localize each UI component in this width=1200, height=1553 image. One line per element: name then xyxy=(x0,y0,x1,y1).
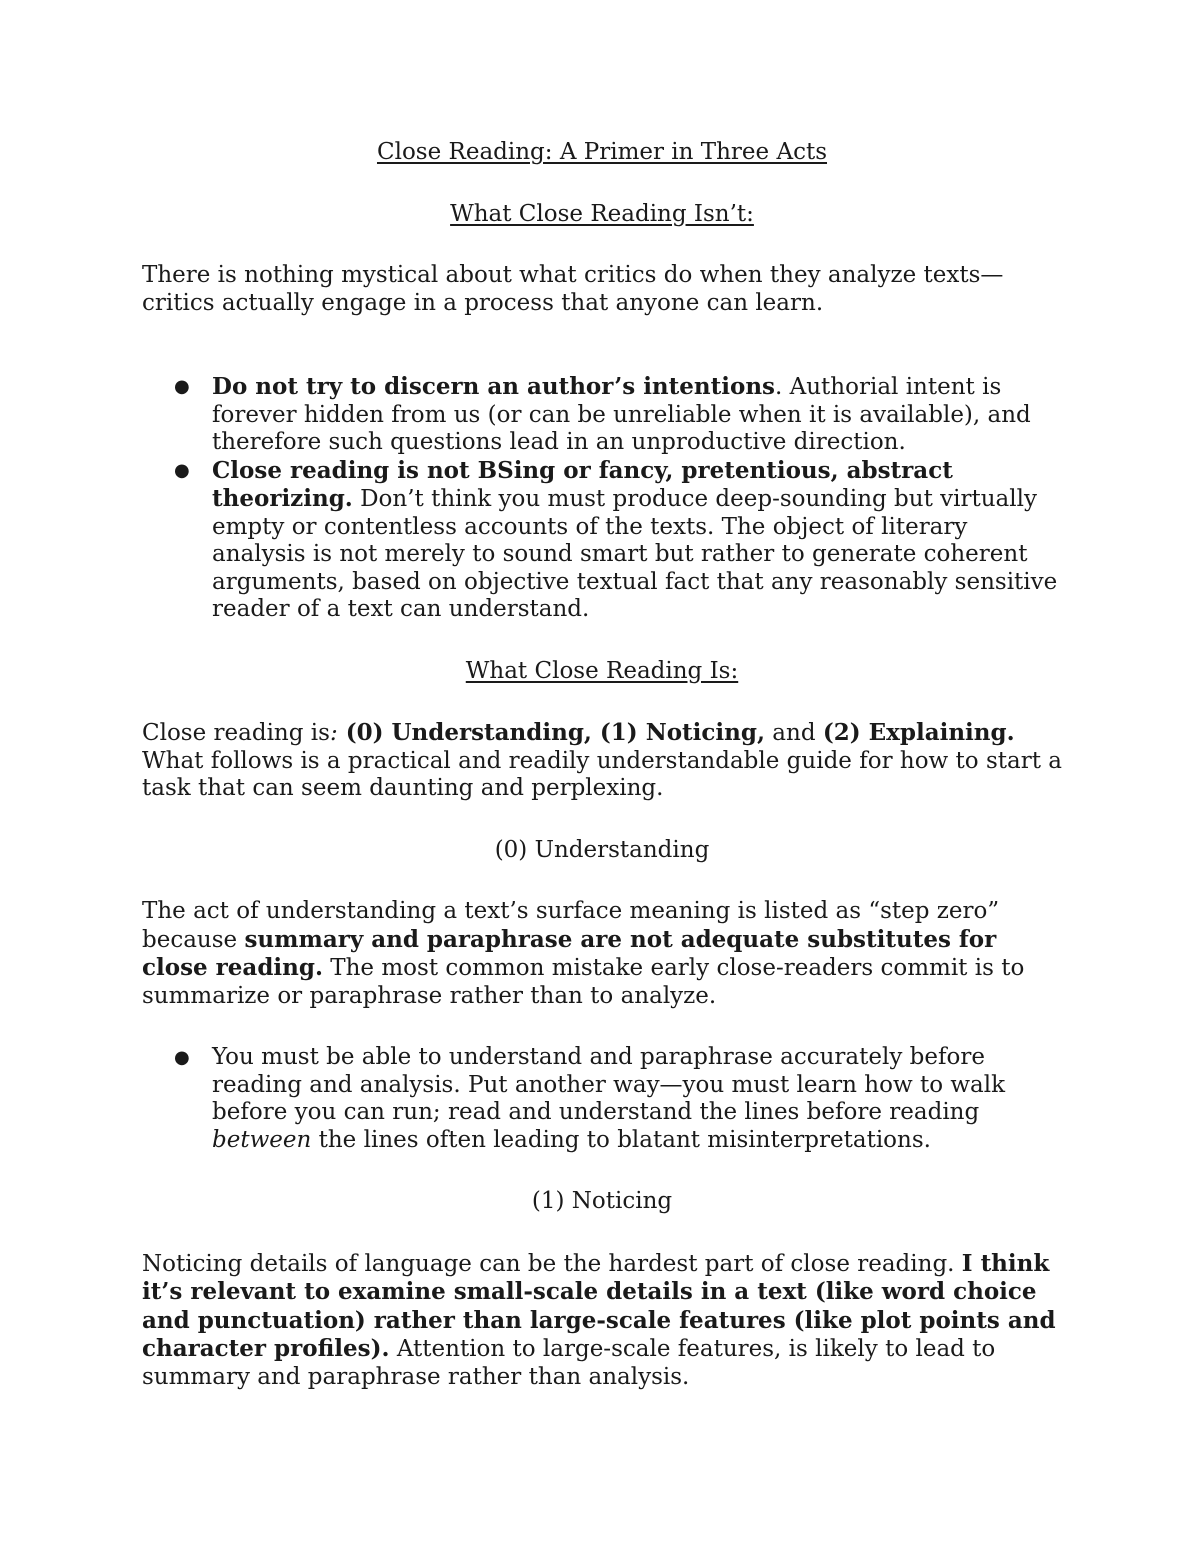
bold-text: (0) Understanding, (1) Noticing, xyxy=(337,719,765,746)
document-title: Close Reading: A Primer in Three Acts xyxy=(376,139,828,165)
list-isnt xyxy=(142,373,1062,624)
section-heading-isnt: What Close Reading Isn’t: xyxy=(450,200,754,227)
body-text: The most common mistake early close-readers commit is to summarize or paraphrase rather than to analyze. xyxy=(142,955,1025,1009)
paragraph-is-intro xyxy=(142,719,1062,803)
list-understanding xyxy=(142,1044,1062,1154)
section-heading-is: What Close Reading Is: xyxy=(465,657,739,684)
body-text: You must be able to understand and paraphrase accurately before reading and analysis. Put another way—you must learn how to walk before you can run; read and understand the lines before reading xyxy=(212,1044,1006,1125)
bold-text: summary and paraphrase are not adequate substitutes for close reading. xyxy=(142,925,997,981)
bold-text: Close reading is not BSing or fancy, pretentious, abstract theorizing. xyxy=(212,456,953,512)
list-item xyxy=(174,456,1062,624)
paragraph-understanding xyxy=(142,898,1062,1010)
bold-text: I think it’s relevant to examine small-scale details in a text (like word choice and punctuation) rather than large-scale features (like plot points and character profiles). xyxy=(142,1249,1056,1362)
document-page xyxy=(142,139,1062,1391)
italic-text: between xyxy=(212,1126,312,1153)
body-text: . Authorial intent is forever hidden from us (or can be unreliable when it is available), and therefore such questions lead in an unproductive direction. xyxy=(212,374,1031,455)
list-item xyxy=(174,1044,1062,1154)
body-text: Close reading is xyxy=(142,720,330,746)
section-heading-understanding: (0) Understanding xyxy=(494,836,710,863)
italic-text: : xyxy=(329,720,338,746)
body-text: and xyxy=(764,720,823,746)
body-text: Don’t think you must produce deep-sounding but virtually empty or contentless accounts of the texts. The object of literary analysis is not merely to sound smart but rather to generate coherent arguments, based on objective textual fact that any reasonably sensitive reader of a text can understand. xyxy=(212,486,1058,622)
bold-text: (2) Explaining. xyxy=(822,719,1015,746)
bullet-icon: ● xyxy=(174,376,190,397)
body-text: Noticing details of language can be the hardest part of close reading. xyxy=(142,1250,962,1277)
paragraph-noticing xyxy=(142,1250,1062,1392)
bold-text: Do not try to discern an author’s intentions xyxy=(212,373,776,400)
body-text: the lines often leading to blatant misinterpretations. xyxy=(311,1126,931,1153)
bullet-icon: ● xyxy=(174,459,190,481)
body-text: What follows is a practical and readily understandable guide for how to start a task that can seem daunting and perplexing. xyxy=(142,747,1062,801)
bullet-icon: ● xyxy=(174,1047,190,1068)
paragraph-isnt-intro: There is nothing mystical about what critics do when they analyze texts—critics actually engage in a process that anyone can learn. xyxy=(142,262,1004,316)
body-text: Attention to large-scale features, is likely to lead to summary and paraphrase rather than analysis. xyxy=(142,1336,996,1390)
body-text: The act of understanding a text’s surface meaning is listed as “step zero” because xyxy=(142,898,1000,953)
list-item xyxy=(174,373,1062,457)
section-heading-noticing: (1) Noticing xyxy=(531,1188,673,1214)
